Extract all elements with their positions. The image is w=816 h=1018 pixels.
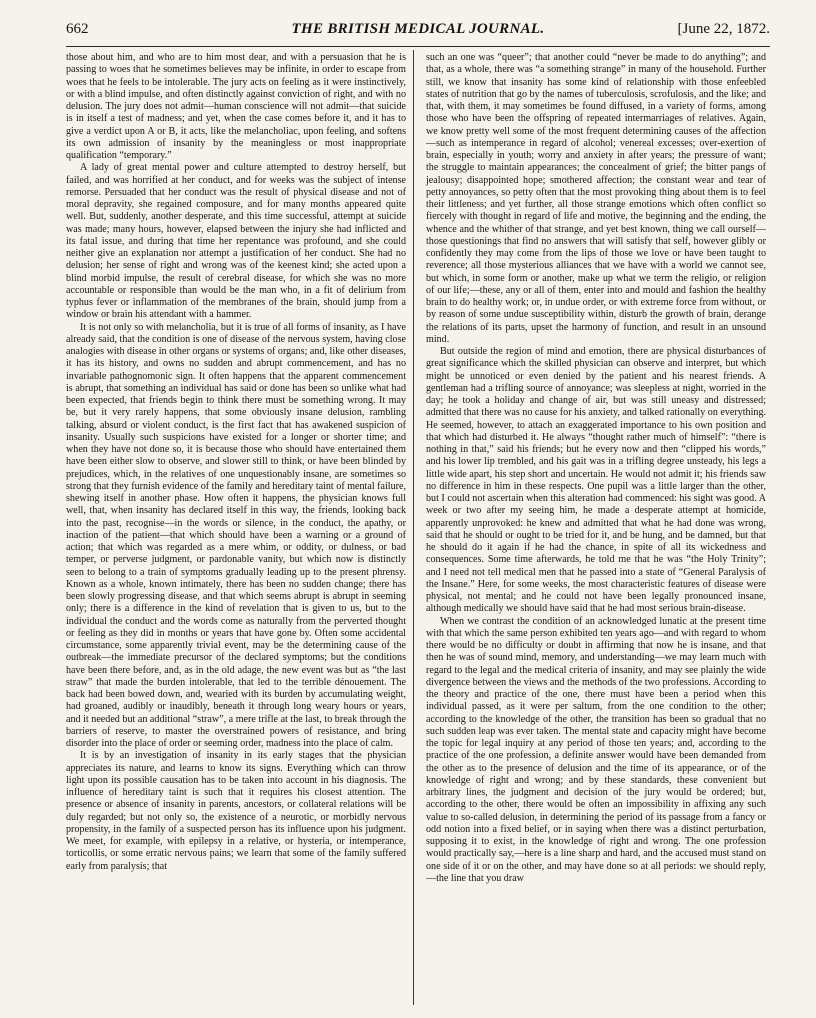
issue-date: [June 22, 1872.: [677, 21, 770, 37]
journal-title: THE BRITISH MEDICAL JOURNAL.: [291, 21, 545, 37]
paragraph: It is not only so with melancholia, but it is true of all forms of insanity, as I have already said, that the condition is one of disease of the nervous system, having close analogies with disease in other organs or systems of organs; and, like other diseases, it has its history, and owns no sudden and abrupt commencement, and has no invariable pathognomonic sign. It often happens that the apparent commencement is abrupt, that something an individual has said or done has been so unlike what had been expected, that friends begin to think there must be something wrong. It may be, but it very rarely happens, that some obviously insane delusion, rambling talking, absurd or violent conduct, is the first fact that has awakened suspicion of insanity. Usually such suspicions have existed for a longer or shorter time; and when they have not done so, it is because those who should have entertained them have been either slow to observe, and slower still to think, or have been blinded by prejudices, which, in the relatives of one unquestionably insane, are sometimes so strong that they furnish evidence of the family and hereditary taint of mental failure, shewing itself in another phase. How often it happens, the physician knows full well, that, when insanity has declared itself in this way, the friends, looking back into the past, recognise—in the words or silence, in the conduct, the apathy, or inaction of the patient—that which should have been a warning or a ground of action; that which was regarded as a mere whim, or oddity, or dulness, or bad temper, or perverse judgment, or pardonable vanity, but which now is distinctly seen to belong to a train of symptoms gradually leading up to the present phrensy. Known as a whole, known intimately, there has been no sudden change; there has been slowly progressing disease, and that which seems abrupt is abrupt in seeming only; there is a difference in the kind of revelation that is given to us, but to the individual the conduct and the words come as naturally from the perverted thought or feeling as they did in months or years that have gone by. Often some accidental circumstance, some apparently trivial event, may be the determining cause of the outbreak—the immediate precursor of the declared symptoms; but the conditions have been there before, and, as in the old adage, the new event was but as “the last straw” that made the burden intolerable, that led to the terrible dénouement. The back had been bowed down, and, wearied with its burden by accumulating weight, had groaned, audibly or inaudibly, beneath it through long weary hours or years, and it needed but an additional “straw”, a mere trifle at the last, to break through the barriers of reserve, to master the overstrained powers of resistance, and bring disorder into the place of order or seeming order, madness into the place of calm.: [66, 321, 406, 749]
paragraph: A lady of great mental power and culture attempted to destroy herself, but failed, and was horrified at her conduct, and for weeks was the subject of intense remorse. Persuaded that her conduct was the result of physical disease and not of moral depravity, she regained composure, and for many months appeared quite well. But, suddenly, another desperate, and this time successful, attempt at suicide was made; many hours, however, elapsed between the injury she had inflicted and its fatal issue, and during that time her repentance was profound, and she could neither give an explanation nor attempt a justification of her conduct. She had no delusion; her sense of right and wrong was of the keenest kind; she acted upon a blind morbid impulse, the result of cerebral disease, for which she was no more accountable or responsible than would be the man who, in a fit of delirium from typhus fever or inflammation of the membranes of the brain, should jump from a window or brain his attendant with a hammer.: [66, 162, 406, 321]
page-number: 662: [66, 21, 89, 37]
column-divider: [413, 50, 414, 1005]
paragraph: But outside the region of mind and emotion, there are physical disturbances of great significance which the skilled physician can observe and interpret, but which might be unnoticed or even denied by the patient and his nearest friends. A gentleman had a trifling source of annoyance; was sleepless at night, worried in the day; he took a holiday and change of air, but was still uneasy and distressed; admitted that there was no cause for his anxiety, and talked rationally on everything. He seemed, however, to attach an exaggerated importance to his own position and that which had disturbed it. He always “thought rather much of himself”: “there is nothing in that,” said his friends; but he every now and then “clipped his words,” and his lower lip trembled, and his gait was in a trifling degree unsteady, his legs a little wide apart, his step short and uncertain. He would not admit it; his friends saw no difference in him in these respects. One pupil was a little larger than the other, but I could not ascertain when this alteration had commenced: his sight was good. A week or two after my seeing him, he made a desperate attempt at homicide, apparently unprovoked: he knew and admitted that what he had done was wrong, said that he should or ought to be tried for it, and be hung, and be damned, but that he should do it again if he had the chance, in spite of all its wickedness and consequences. Some time afterwards, he told me that he was “the Holy Trinity”; and I need not tell medical men that he passed into a state of “General Paralysis of the Insane.” Here, for some weeks, the most characteristic features of disease were physical, not mental; and he could not have been legally pronounced insane, although medically we should have said that he had most serious brain-disease.: [426, 346, 766, 615]
paragraph: such an one was “queer”; that another could “never be made to do anything”; and that, as a whole, there was “a something strange” in many of the household. Further still, we know that insanity has some kind of relationship with those enfeebled states of nutrition that go by the names of tuberculosis, scrofulosis, and the like; and that, with them, it may sometimes be found diffused, in a variety of forms, among those who have been the offspring of repeated intermarriages of relatives. Again, we know pretty well some of the most frequent determining causes of the affection—such as intemperance in regard of alcohol; venereal excesses; over-exertion of brain, especially in youth; worry and anxiety in after years; the pressure of want; the struggle to maintain appearances; the concealment of grief; the bitter pangs of jealousy; disappointed hope; smothered affection; the constant wear and tear of petty annoyances, so petty often that the most provoking thing about them is to feel their littleness; and yet further, all those strange emotions which often conflict so fiercely with thought in regard of life and motive, the beginning and the ending, the whence and the whither of that strange, and yet best known, thing we call ourself—those questionings that find no answers that will satisfy that self, however glibly or confidently they may come from the lips of those we love or have been taught to reverence; all those mysterious alliances that we have with a world we cannot see, but which, in some form or another, make up what we term the religio, or religion of our life;—these, any or all of them, enter into and mould and fashion the healthy brain to do healthy work; or, in undue order, or with extreme force from without, or by reason of some undue susceptibility within, disturb the growth of brain, derange the relations of its parts, upset the harmony of function, and result in an unsound mind.: [426, 52, 766, 345]
paragraph: When we contrast the condition of an acknowledged lunatic at the present time with that which the same person exhibited ten years ago—and with regard to whom there would be no difficulty or doubt in affirming that now he is insane, and that then he was of sound mind, memory, and understanding—we may learn much with regard to the legal and the medical criteria of insanity, and may see plainly the wide divergence between the views and the methods of the two professions. According to the theory and practice of the one, there must have been a period when this individual passed, as it were per saltum, from the one condition to the other; according to the knowledge of the other, the transition has been so gradual that no such sudden leap was ever taken. The mental state and capacity might have become the topic for legal inquiry at any period of those ten years; and, according to the practice of the one profession, a definite answer would have been demanded from the other as to the presence of delusion and the time of its appearance, or of the knowledge of right and wrong; and by these standards, these convenient but arbitrary lines, the judgment and decision of the jury would be ordered; but, according to the other, there would be often an impossibility in affixing any such value to so-called delusion, in determining the period of its passage from a fancy or odd notion into a fixed belief, or in saying when there was a distinct perturbation, supposing it to exist, in the knowledge of right and wrong. The one profession would practically say,—here is a line sharp and hard, and the accused must stand on one side of it or on the other, and may have done so at all periods: we should reply,—the line that you draw: [426, 615, 766, 884]
paragraph: those about him, and who are to him most dear, and with a persuasion that he is passing to woes that he sometimes believes may be infinite, in order to escape from woes that he feels to be intolerable. The jury acts on feeling as it were instinctively, or with a blind impulse, and often distinctly against conviction of right, and with no delusion. The jury does not admit—human conscience will not admit—that suicide is in itself a test of madness; and yet, when the case comes before it, and it has to give a verdict upon A or B, it acts, like the melancholiac, upon feeling, and softens its own admission of insanity by the meaningless or most inappropriate qualification “temporary.”: [66, 52, 406, 161]
right-column: [426, 52, 766, 885]
paragraph: It is by an investigation of insanity in its early stages that the physician appreciates its nature, and learns to know its signs. Everything which can throw light upon its possible causation has to be taken into account in his diagnosis. The influence of hereditary taint is such that it requires his closest attention. The presence or absence of insanity in parents, ancestors, or collateral relations will be duly regarded; but not only so, the existence of a neurotic, or morbidly nervous propensity, in the family of a suspected person has its influence upon his judgment. We meet, for example, with epilepsy in a relative, or hysteria, or intemperance, torticollis, or some erratic nervous pains; we learn that some of the family suffered early from paralysis; that: [66, 750, 406, 872]
header-rule: [66, 46, 770, 47]
running-header: [66, 16, 770, 42]
left-column: [66, 52, 406, 873]
